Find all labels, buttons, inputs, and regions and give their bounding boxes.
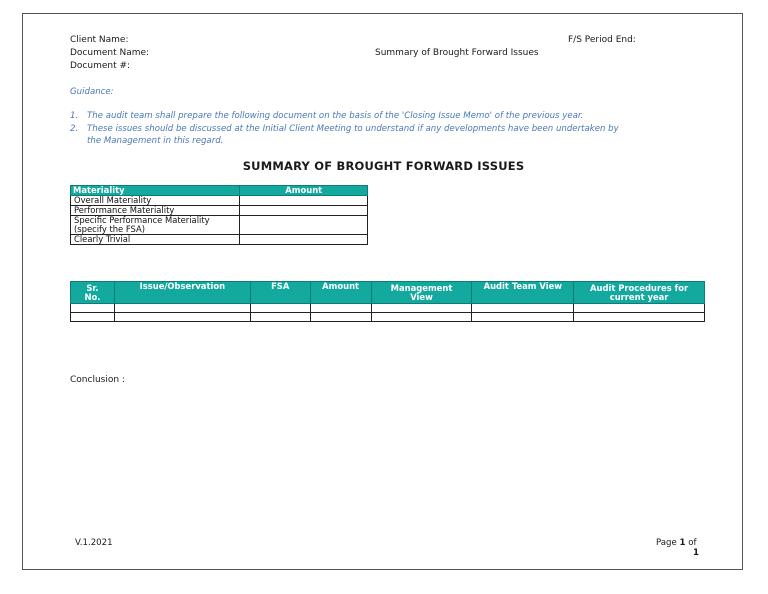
table-cell[interactable] xyxy=(240,196,368,206)
table-cell[interactable] xyxy=(574,304,705,313)
table-cell[interactable] xyxy=(114,304,250,313)
table-cell[interactable] xyxy=(240,216,368,235)
document-page xyxy=(22,13,743,570)
table-header-cell: FSA xyxy=(250,282,310,304)
table-cell[interactable] xyxy=(240,235,368,245)
table-cell[interactable] xyxy=(472,304,574,313)
issues-table xyxy=(70,281,705,322)
header-line: View xyxy=(410,291,433,302)
table-row xyxy=(71,313,705,322)
table-header-row xyxy=(71,186,368,196)
table-cell[interactable] xyxy=(250,313,310,322)
document-title: Summary of Brought Forward Issues xyxy=(375,48,539,58)
table-cell[interactable] xyxy=(71,313,115,322)
table-row xyxy=(71,235,368,245)
header-line: No. xyxy=(84,291,101,302)
table-header-cell: Amount xyxy=(240,186,368,196)
document-number-label: Document #: xyxy=(70,61,131,71)
table-cell: Overall Materiality xyxy=(71,196,240,206)
table-header-cell: Materiality xyxy=(71,186,240,196)
page-total: 1 xyxy=(693,548,699,558)
version-label: V.1.2021 xyxy=(75,538,113,548)
table-cell[interactable] xyxy=(250,304,310,313)
cell-line: (specify the FSA) xyxy=(74,224,145,234)
table-cell xyxy=(71,216,240,235)
table-header-cell xyxy=(574,282,705,304)
table-row xyxy=(71,304,705,313)
table-cell[interactable] xyxy=(114,313,250,322)
page-prefix: Page xyxy=(656,538,680,548)
guidance-item-1: The audit team shall prepare the following document on the basis of the 'Closing Issue Memo' of the previous year. xyxy=(87,111,584,121)
table-cell[interactable] xyxy=(371,313,472,322)
table-cell[interactable] xyxy=(472,313,574,322)
table-row xyxy=(71,206,368,216)
table-cell: Clearly Trivial xyxy=(71,235,240,245)
guidance-item-1-num: 1. xyxy=(70,111,79,121)
table-row xyxy=(71,216,368,235)
page-number xyxy=(656,538,697,548)
guidance-item-2: These issues should be discussed at the Initial Client Meeting to understand if any developments have been undertaken by xyxy=(87,124,619,134)
header-line: Management xyxy=(390,282,453,293)
materiality-table xyxy=(70,185,368,245)
main-title: SUMMARY OF BROUGHT FORWARD ISSUES xyxy=(242,159,525,173)
header-line: Sr. xyxy=(86,282,99,293)
table-cell: Performance Materiality xyxy=(71,206,240,216)
table-cell[interactable] xyxy=(310,304,371,313)
guidance-label: Guidance: xyxy=(70,87,114,97)
cell-line: Specific Performance Materiality xyxy=(74,215,210,225)
table-header-cell: Amount xyxy=(310,282,371,304)
table-header-cell xyxy=(71,282,115,304)
page-of: of xyxy=(685,538,697,548)
page-current: 1 xyxy=(679,538,686,548)
document-name-label: Document Name: xyxy=(70,48,150,58)
header-line: current year xyxy=(609,291,669,302)
table-header-cell xyxy=(371,282,472,304)
table-cell[interactable] xyxy=(574,313,705,322)
table-cell[interactable] xyxy=(240,206,368,216)
table-cell[interactable] xyxy=(310,313,371,322)
guidance-item-2-num: 2. xyxy=(70,124,79,134)
table-header-row xyxy=(71,282,705,304)
table-header-cell: Issue/Observation xyxy=(114,282,250,304)
fs-period-end-label: F/S Period End: xyxy=(568,35,636,45)
table-header-cell: Audit Team View xyxy=(472,282,574,304)
table-cell[interactable] xyxy=(371,304,472,313)
table-row xyxy=(71,196,368,206)
client-name-label: Client Name: xyxy=(70,35,129,45)
conclusion-label: Conclusion : xyxy=(70,375,125,385)
table-cell[interactable] xyxy=(71,304,115,313)
guidance-item-2-cont: the Management in this regard. xyxy=(87,136,224,146)
header-line: Audit Procedures for xyxy=(590,282,689,293)
